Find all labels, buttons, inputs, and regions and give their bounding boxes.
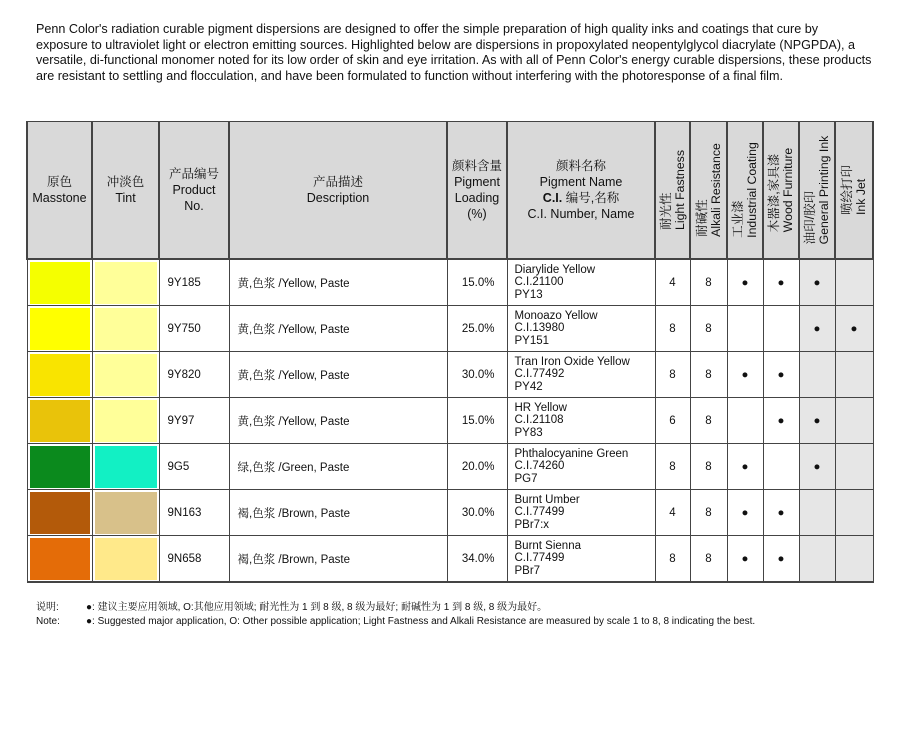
masstone-swatch — [27, 536, 92, 583]
industrial-coating-mark: ● — [727, 444, 763, 490]
industrial-coating-mark: ● — [727, 490, 763, 536]
wood-furniture-mark: ● — [763, 536, 799, 583]
ink-jet-mark — [835, 352, 873, 398]
masstone-swatch — [27, 444, 92, 490]
ci-number: C.I.77499 — [514, 506, 565, 519]
general-printing-ink-mark — [799, 352, 835, 398]
ci-number: C.I.74260 — [514, 460, 565, 473]
wood-furniture-mark: ● — [763, 398, 799, 444]
table-row — [27, 444, 873, 490]
pigment-loading: 34.0% — [447, 536, 507, 583]
tint-swatch — [92, 444, 159, 490]
table-row — [27, 352, 873, 398]
product-number: 9N163 — [159, 490, 229, 536]
notes — [36, 601, 755, 629]
general-printing-ink-mark — [799, 536, 835, 583]
ci-name: PY13 — [514, 288, 543, 301]
pigment-cell — [507, 490, 655, 536]
alkali-resistance-value: 8 — [690, 352, 727, 398]
ci-number: C.I.21108 — [514, 414, 564, 427]
table-row — [27, 259, 873, 306]
wood-furniture-mark: ● — [763, 490, 799, 536]
ci-number: C.I.21100 — [514, 276, 564, 289]
intro-paragraph: Penn Color's radiation curable pigment dispersions are designed to offer the simple preparation of high quality inks and coatings that cure by exposure to ultraviolet light or electron emitting sources. Highlighted below are dispersions in propoxylated neopentylglycol diacrylate (NPGPDA), a versatile, di-functional monomer noted for its low order of skin and eye irritation. As with all of Penn Color's energy curable dispersions, these products are resistant to settling and flocculation, and have been formulated to function without interfering with the photoresponse of a final film. — [36, 22, 872, 83]
pigment-name: Burnt Sienna — [514, 539, 581, 552]
product-description: 黄,色浆 /Yellow, Paste — [229, 398, 447, 444]
product-number: 9Y97 — [159, 398, 229, 444]
masstone-swatch — [27, 259, 92, 306]
table-row — [27, 536, 873, 583]
pigment-name: HR Yellow — [514, 401, 567, 414]
header-general-printing-ink: 油印/胶印 General Printing Ink — [799, 122, 835, 260]
header-light-fastness: 耐光性 Light Fastness — [655, 122, 690, 260]
masstone-swatch — [27, 352, 92, 398]
industrial-coating-mark — [727, 306, 763, 352]
pigment-cell — [507, 352, 655, 398]
alkali-resistance-value: 8 — [690, 259, 727, 306]
header-masstone: 原色 Masstone — [27, 122, 92, 260]
tint-color — [95, 354, 157, 396]
tint-swatch — [92, 259, 159, 306]
header-industrial-coating: 工业漆 Industrial Coating — [727, 122, 763, 260]
ci-number: C.I.77492 — [514, 368, 565, 381]
industrial-coating-mark: ● — [727, 352, 763, 398]
pigment-name: Diarylide Yellow — [514, 263, 596, 276]
ink-jet-mark — [835, 259, 873, 306]
tint-swatch — [92, 490, 159, 536]
masstone-color — [30, 400, 90, 442]
product-description: 黄,色浆 /Yellow, Paste — [229, 352, 447, 398]
table-row — [27, 490, 873, 536]
ink-jet-mark — [835, 536, 873, 583]
product-description: 褐,色浆 /Brown, Paste — [229, 490, 447, 536]
alkali-resistance-value: 8 — [690, 444, 727, 490]
masstone-color — [30, 262, 90, 304]
table-row — [27, 398, 873, 444]
pigment-loading: 30.0% — [447, 352, 507, 398]
header-ink-jet: 喷绘打印 Ink Jet — [835, 122, 873, 260]
tint-swatch — [92, 306, 159, 352]
masstone-swatch — [27, 490, 92, 536]
masstone-swatch — [27, 306, 92, 352]
light-fastness-value: 8 — [655, 444, 690, 490]
industrial-coating-mark — [727, 398, 763, 444]
pigment-name: Tran Iron Oxide Yellow — [514, 355, 630, 368]
alkali-resistance-value: 8 — [690, 398, 727, 444]
header-wood-furniture: 木器漆,家具漆 Wood Furniture — [763, 122, 799, 260]
pigment-cell — [507, 259, 655, 306]
masstone-color — [30, 492, 90, 534]
note-text-cn: ●: 建议主要应用领域, O:其他应用领域; 耐光性为 1 到 8 级, 8 级为最好; 耐碱性为 1 到 8 级, 8 级为最好。 — [86, 602, 548, 613]
dispersion-table — [26, 121, 874, 583]
tint-swatch — [92, 352, 159, 398]
header-alkali-resistance: 耐碱性 Alkali Resistance — [690, 122, 727, 260]
alkali-resistance-value: 8 — [690, 306, 727, 352]
wood-furniture-mark: ● — [763, 352, 799, 398]
product-description: 黄,色浆 /Yellow, Paste — [229, 306, 447, 352]
ci-name: PBr7 — [514, 564, 541, 577]
product-number: 9Y185 — [159, 259, 229, 306]
tint-color — [95, 308, 157, 350]
tint-color — [95, 538, 157, 580]
ink-jet-mark: ● — [835, 306, 873, 352]
header-loading: 颜料含量 Pigment Loading (%) — [447, 122, 507, 260]
pigment-loading: 15.0% — [447, 259, 507, 306]
ci-name: PG7 — [514, 472, 538, 485]
ink-jet-mark — [835, 490, 873, 536]
industrial-coating-mark: ● — [727, 259, 763, 306]
alkali-resistance-value: 8 — [690, 490, 727, 536]
product-number: 9Y820 — [159, 352, 229, 398]
alkali-resistance-value: 8 — [690, 536, 727, 583]
tint-color — [95, 492, 157, 534]
tint-color — [95, 446, 157, 488]
ci-number: C.I.77499 — [514, 552, 565, 565]
tint-swatch — [92, 398, 159, 444]
wood-furniture-mark: ● — [763, 259, 799, 306]
pigment-cell — [507, 444, 655, 490]
header-pigment: 颜料名称 Pigment Name C.I. 编号,名称 C.I. Number, Name — [507, 122, 655, 260]
note-label-en: Note: — [36, 616, 60, 627]
ci-name: PY42 — [514, 380, 543, 393]
product-description: 黄,色浆 /Yellow, Paste — [229, 259, 447, 306]
wood-furniture-mark — [763, 444, 799, 490]
general-printing-ink-mark: ● — [799, 444, 835, 490]
ci-name: PY151 — [514, 334, 550, 347]
pigment-name: Monoazo Yellow — [514, 309, 598, 322]
light-fastness-value: 8 — [655, 536, 690, 583]
product-number: 9Y750 — [159, 306, 229, 352]
light-fastness-value: 8 — [655, 352, 690, 398]
ink-jet-mark — [835, 398, 873, 444]
masstone-color — [30, 308, 90, 350]
tint-color — [95, 262, 157, 304]
product-number: 9N658 — [159, 536, 229, 583]
pigment-loading: 15.0% — [447, 398, 507, 444]
masstone-color — [30, 446, 90, 488]
general-printing-ink-mark: ● — [799, 398, 835, 444]
industrial-coating-mark: ● — [727, 536, 763, 583]
note-text-en: ●: Suggested major application, O: Other possible application; Light Fastness and Alkali Resistance are measured by scale 1 to 8, 8 indicating the best. — [86, 616, 756, 627]
header-product: 产品编号 Product No. — [159, 122, 229, 260]
pigment-loading: 25.0% — [447, 306, 507, 352]
product-description: 褐,色浆 /Brown, Paste — [229, 536, 447, 583]
tint-color — [95, 400, 157, 442]
ci-name: PBr7:x — [514, 518, 550, 531]
pigment-loading: 30.0% — [447, 490, 507, 536]
header-description: 产品描述 Description — [229, 122, 447, 260]
ci-name: PY83 — [514, 426, 543, 439]
masstone-color — [30, 538, 90, 580]
pigment-loading: 20.0% — [447, 444, 507, 490]
product-description: 绿,色浆 /Green, Paste — [229, 444, 447, 490]
masstone-swatch — [27, 398, 92, 444]
pigment-cell — [507, 536, 655, 583]
tint-swatch — [92, 536, 159, 583]
ci-number: C.I.13980 — [514, 322, 565, 335]
pigment-name: Phthalocyanine Green — [514, 447, 629, 460]
note-label-cn: 说明: — [36, 602, 59, 613]
general-printing-ink-mark — [799, 490, 835, 536]
light-fastness-value: 4 — [655, 259, 690, 306]
general-printing-ink-mark: ● — [799, 306, 835, 352]
light-fastness-value: 8 — [655, 306, 690, 352]
table-row — [27, 306, 873, 352]
pigment-name: Burnt Umber — [514, 493, 580, 506]
light-fastness-value: 4 — [655, 490, 690, 536]
masstone-color — [30, 354, 90, 396]
pigment-cell — [507, 306, 655, 352]
product-number: 9G5 — [159, 444, 229, 490]
pigment-cell — [507, 398, 655, 444]
general-printing-ink-mark: ● — [799, 259, 835, 306]
ink-jet-mark — [835, 444, 873, 490]
header-row — [27, 122, 873, 260]
light-fastness-value: 6 — [655, 398, 690, 444]
header-tint: 冲淡色 Tint — [92, 122, 159, 260]
wood-furniture-mark — [763, 306, 799, 352]
